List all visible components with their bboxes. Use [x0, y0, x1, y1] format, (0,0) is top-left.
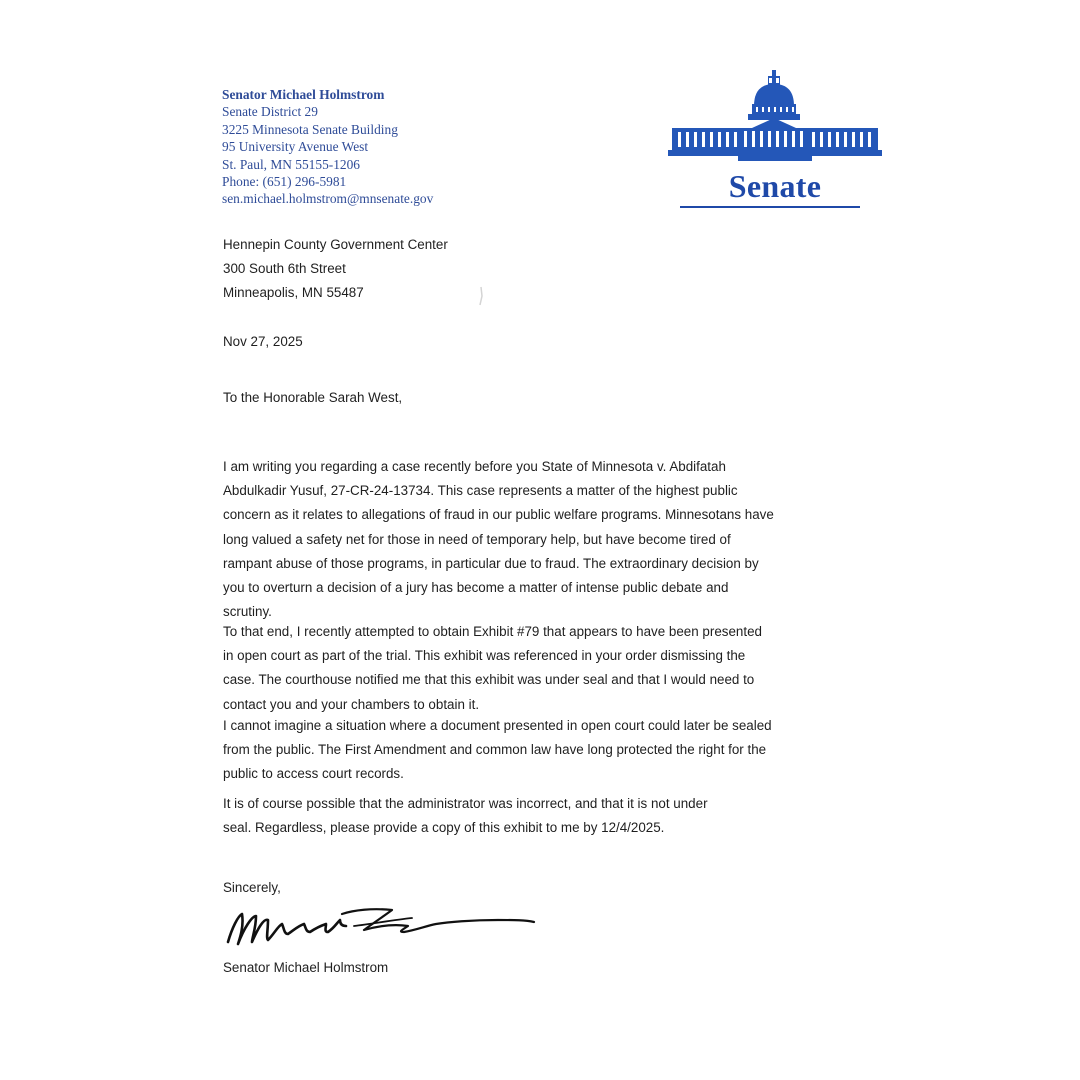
closing: Sincerely,	[223, 880, 281, 895]
letter-date: Nov 27, 2025	[223, 334, 303, 349]
paragraph-line: To that end, I recently attempted to obtain Exhibit #79 that appears to have been presented	[223, 624, 762, 639]
senate-logo-text: Senate	[728, 168, 822, 204]
paragraph-line: contact you and your chambers to obtain it.	[223, 696, 480, 712]
senate-logo	[668, 70, 882, 212]
paragraph-line: in open court as part of the trial. This exhibit was referenced in your order dismissing the	[223, 648, 746, 664]
paragraph-3	[223, 714, 863, 787]
paragraph-line: concern as it relates to allegations of fraud in our public welfare programs. Minnesotans have	[223, 507, 774, 523]
recipient-line: Minneapolis, MN 55487	[223, 285, 364, 300]
paragraph-4	[223, 792, 863, 840]
signatory-name: Senator Michael Holmstrom	[223, 960, 389, 975]
scan-speck	[478, 286, 484, 306]
paragraph-line: scrutiny.	[223, 604, 272, 620]
paragraph-line: from the public. The First Amendment and common law have long protected the right for the	[223, 742, 767, 758]
sender-street: 95 University Avenue West	[222, 139, 369, 155]
paragraph-line: case. The courthouse notified me that this exhibit was under seal and that I would need to	[223, 672, 755, 688]
paragraph-line: you to overturn a decision of a jury has become a matter of intense public debate and	[223, 580, 729, 596]
capitol-building-icon	[668, 70, 882, 162]
paragraph-line: I am writing you regarding a case recently before you State of Minnesota v. Abdifatah	[223, 459, 726, 474]
sender-name: Senator Michael Holmstrom	[222, 87, 385, 102]
sender-district: Senate District 29	[222, 104, 318, 120]
paragraph-line: rampant abuse of those programs, in particular due to fraud. The extraordinary decision by	[223, 555, 759, 571]
recipient-line: 300 South 6th Street	[223, 261, 346, 276]
handwritten-signature	[222, 898, 552, 958]
paragraph-line: seal. Regardless, please provide a copy of this exhibit to me by 12/4/2025.	[223, 820, 665, 836]
paragraph-line: Abdulkadir Yusuf, 27-CR-24-13734. This case represents a matter of the highest public	[223, 483, 738, 499]
sender-block	[222, 86, 433, 208]
sender-city: St. Paul, MN 55155-1206	[222, 156, 361, 172]
paragraph-2	[223, 620, 863, 717]
salutation: To the Honorable Sarah West,	[223, 390, 403, 405]
senate-logo-underline	[680, 206, 860, 208]
sender-email: sen.michael.holmstrom@mnsenate.gov	[222, 191, 434, 207]
paragraph-line: I cannot imagine a situation where a document presented in open court could later be sealed	[223, 718, 772, 733]
paragraph-line: It is of course possible that the administrator was incorrect, and that it is not under	[223, 796, 708, 811]
paragraph-1	[223, 455, 863, 624]
paragraph-line: public to access court records.	[223, 766, 404, 782]
sender-phone: Phone: (651) 296-5981	[222, 174, 347, 190]
paragraph-line: long valued a safety net for those in need of temporary help, but have become tired of	[223, 531, 731, 547]
recipient-line: Hennepin County Government Center	[223, 237, 448, 252]
sender-building: 3225 Minnesota Senate Building	[222, 121, 398, 137]
recipient-address	[223, 233, 448, 305]
